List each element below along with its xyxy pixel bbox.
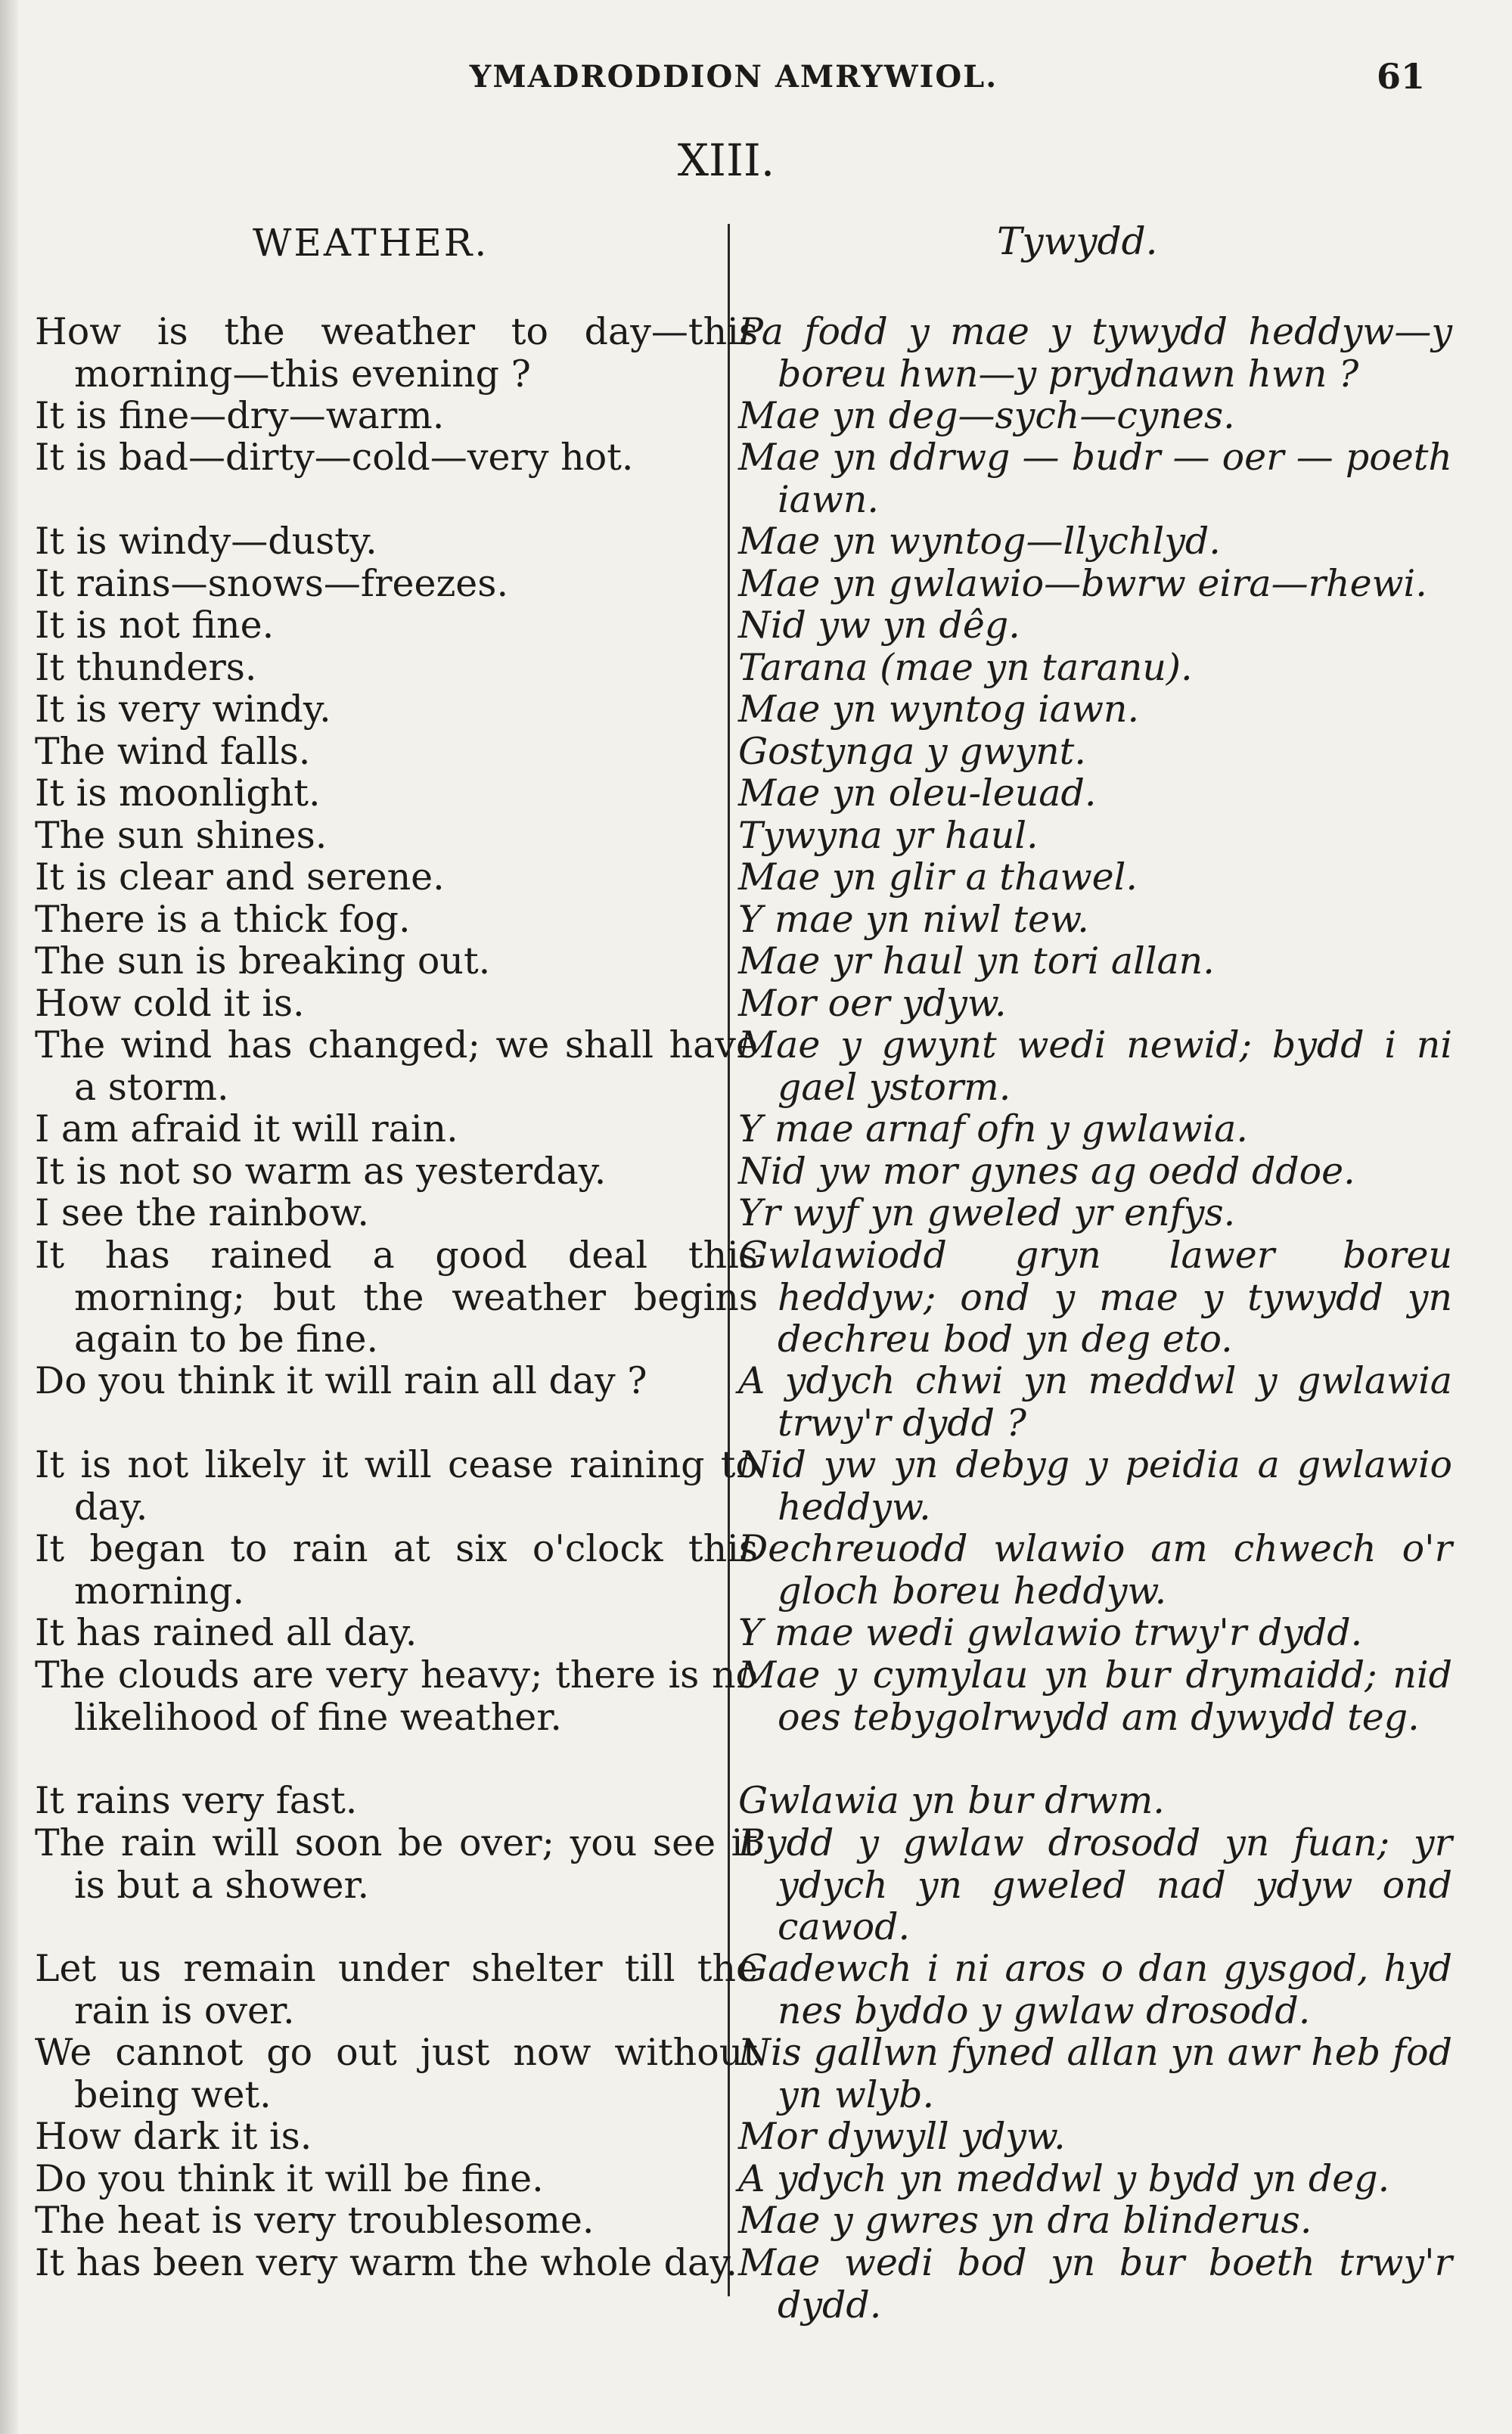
welsh-phrase: Y mae arnaf ofn y gwlawia.: [738, 1107, 1248, 1150]
welsh-phrase: Mae yr haul yn tori allan.: [738, 939, 1215, 983]
welsh-phrase: Tarana (mae yn taranu).: [738, 646, 1193, 689]
english-phrase: It is not likely it will cease raining to day.: [35, 1443, 758, 1529]
welsh-phrase: Gadewch i ni aros o dan gysgod, hyd nes byddo y gwlaw drosodd.: [738, 1947, 1452, 2032]
welsh-phrase: Gwlawia yn bur drwm.: [738, 1779, 1165, 1822]
welsh-phrase: Mae yn wyntog—llychlyd.: [738, 520, 1221, 563]
welsh-phrase: Pa fodd y mae y tywydd heddyw—y boreu hwn—y prydnawn hwn ?: [738, 310, 1452, 396]
welsh-phrase: Nid yw yn debyg y peidia a gwlawio heddyw.: [738, 1443, 1452, 1529]
welsh-phrase: Mae yn glir a thawel.: [738, 855, 1138, 899]
welsh-phrase: Nid yw mor gynes ag oedd ddoe.: [738, 1150, 1355, 1193]
english-phrase: It rains very fast.: [35, 1779, 358, 1822]
welsh-phrase: Mae y cymylau yn bur drymaidd; nid oes tebygolrwydd am dywydd teg.: [738, 1653, 1452, 1739]
section-number: XIII.: [677, 135, 775, 186]
welsh-phrase: Nis gallwn fyned allan yn awr heb fod yn wlyb.: [738, 2031, 1452, 2116]
welsh-phrase: Dechreuodd wlawio am chwech o'r gloch boreu heddyw.: [738, 1527, 1452, 1613]
welsh-phrase: Mae yn wyntog iawn.: [738, 688, 1140, 731]
welsh-phrase: Mae wedi bod yn bur boeth trwy'r dydd.: [738, 2241, 1452, 2327]
welsh-phrase: Y mae wedi gwlawio trwy'r dydd.: [738, 1611, 1363, 1654]
welsh-phrase: Mor oer ydyw.: [738, 982, 1007, 1025]
page-edge-shadow: [0, 0, 18, 2434]
english-phrase: Do you think it will rain all day ?: [35, 1359, 647, 1402]
welsh-phrase: Nid yw yn dêg.: [738, 604, 1020, 647]
english-phrase: Let us remain under shelter till the rain is over.: [35, 1947, 758, 2032]
english-phrase: The rain will soon be over; you see it is but a shower.: [35, 1821, 758, 1907]
welsh-phrase: Gostynga y gwynt.: [738, 730, 1086, 773]
english-phrase: It has been very warm the whole day.: [35, 2241, 737, 2284]
welsh-phrase: Mae yn deg—sych—cynes.: [738, 394, 1235, 437]
welsh-phrase: Y mae yn niwl tew.: [738, 898, 1089, 941]
english-phrase: It is windy—dusty.: [35, 520, 377, 563]
welsh-phrase: Mor dywyll ydyw.: [738, 2115, 1066, 2158]
welsh-phrase: Gwlawiodd gryn lawer boreu heddyw; ond y mae y tywydd yn dechreu bod yn deg eto.: [738, 1234, 1452, 1361]
welsh-phrase: Yr wyf yn gweled yr enfys.: [738, 1191, 1236, 1234]
page-number: 61: [1377, 56, 1426, 97]
welsh-phrase: Mae y gwres yn dra blinderus.: [738, 2199, 1312, 2242]
english-phrase: There is a thick fog.: [35, 898, 411, 941]
english-phrase: It is not fine.: [35, 604, 275, 647]
english-phrase: We cannot go out just now without being wet.: [35, 2031, 758, 2116]
english-phrase: It began to rain at six o'clock this morning.: [35, 1527, 758, 1613]
english-phrase: It is clear and serene.: [35, 855, 445, 899]
welsh-phrase: Mae yn ddrwg — budr — oer — poeth iawn.: [738, 436, 1452, 521]
english-phrase: The wind has changed; we shall have a storm.: [35, 1023, 758, 1109]
welsh-phrase: Bydd y gwlaw drosodd yn fuan; yr ydych yn gweled nad ydyw ond cawod.: [738, 1821, 1452, 1948]
english-phrase: Do you think it will be fine.: [35, 2157, 544, 2200]
welsh-phrase: A ydych yn meddwl y bydd yn deg.: [738, 2157, 1390, 2200]
english-phrase: How dark it is.: [35, 2115, 312, 2158]
running-title: YMADRODDION AMRYWIOL.: [469, 59, 998, 95]
welsh-column-heading: Tywydd.: [997, 219, 1158, 263]
welsh-phrase: Mae yn gwlawio—bwrw eira—rhewi.: [738, 562, 1427, 605]
english-phrase: The heat is very troublesome.: [35, 2199, 595, 2242]
english-phrase: It thunders.: [35, 646, 257, 689]
english-phrase: It is very windy.: [35, 688, 331, 731]
welsh-phrase: A ydych chwi yn meddwl y gwlawia trwy'r dydd ?: [738, 1359, 1452, 1445]
english-phrase: How cold it is.: [35, 982, 305, 1025]
english-column-heading: WEATHER.: [253, 221, 489, 265]
welsh-phrase: Mae y gwynt wedi newid; bydd i ni gael ystorm.: [738, 1023, 1452, 1109]
english-phrase: The sun is breaking out.: [35, 939, 491, 983]
english-phrase: The sun shines.: [35, 814, 328, 857]
english-phrase: It is fine—dry—warm.: [35, 394, 445, 437]
english-phrase: It is not so warm as yesterday.: [35, 1150, 607, 1193]
english-phrase: The clouds are very heavy; there is no likelihood of fine weather.: [35, 1653, 758, 1739]
welsh-phrase: Mae yn oleu-leuad.: [738, 771, 1097, 815]
english-phrase: It is moonlight.: [35, 771, 321, 815]
english-phrase: It is bad—dirty—cold—very hot.: [35, 436, 634, 479]
english-phrase: The wind falls.: [35, 730, 311, 773]
english-phrase: It has rained all day.: [35, 1611, 418, 1654]
english-phrase: It rains—snows—freezes.: [35, 562, 509, 605]
english-phrase: I see the rainbow.: [35, 1191, 369, 1234]
welsh-phrase: Tywyna yr haul.: [738, 814, 1039, 857]
english-phrase: It has rained a good deal this morning; but the weather begins again to be fine.: [35, 1234, 758, 1361]
english-phrase: I am afraid it will rain.: [35, 1107, 458, 1150]
english-phrase: How is the weather to day—this morning—this evening ?: [35, 310, 758, 396]
